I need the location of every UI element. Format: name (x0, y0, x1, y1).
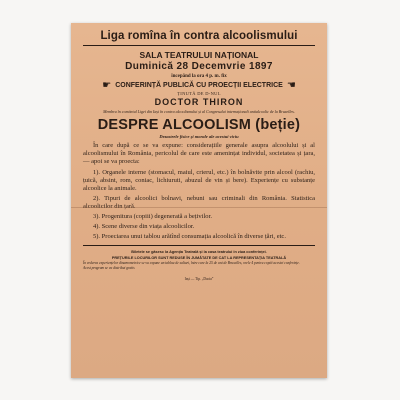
held-by: ȚINUTĂ DE D-NUL (177, 91, 221, 96)
venue-line: SALA TEATRULUI NAȚIONAL (139, 50, 259, 60)
list-item: 3). Progenitura (copiii) degenerată a bețivilor. (93, 213, 212, 220)
pointing-hand-right-icon: ☛ (102, 80, 112, 91)
paper-fold-line (71, 207, 327, 208)
conference-banner (83, 81, 315, 91)
list-item: 4). Scene diverse din viața alcoolicilor. (93, 223, 195, 230)
league-title: Liga romîna în contra alcoolismului (83, 29, 315, 46)
printer-imprint: Iași — Tip. „Dacia” (184, 277, 214, 281)
list-item: 1). Organele interne (stomacul, maiul, crierul, etc.) în bolnăvite prin alcool (rachiu, țuică, absint, rom, coniac, lichiuruti, abuzul de vin și bere). Experiențe cu substanțe alcoolice la animale. (83, 169, 316, 192)
lecturer-name: DOCTOR THIRON (154, 97, 244, 107)
conference-title: CONFERINȚĂ PUBLICĂ CU PROECȚII ELECTRICE (115, 82, 283, 89)
tickets-note: Biletele se găsesc la Agenția Teatrală și la casa teatrului în ziua conferinței. (131, 250, 267, 254)
lecture-subtitle: Dezastrele fisice și morale ale acestui viciu (159, 134, 239, 139)
program-note: Acest program se va distribui gratis (83, 266, 135, 270)
start-time: începând la ora 4 p. m. fix (171, 74, 227, 79)
projection-list (83, 169, 315, 241)
poster-sheet (71, 23, 327, 378)
fine-print: În vederea experiențelor dinamometrice se va expune un tablou de salturi, între care la 25 de ani de Bruxelles, orele 4 pentru copiii acestei conferințe. (83, 261, 300, 265)
date-line: Duminică 28 Decemvrie 1897 (125, 61, 273, 72)
list-item: 2). Tipuri de alcoolici bolnavi, nebuni sau criminali din România. Statistica alcoolicilor din țară. (83, 195, 315, 210)
divider (83, 245, 315, 246)
intro-paragraph: În care după ce se va expune: considerațiile generale asupra alcoolului și al alcoolismului în România, pericolul de care este amenințat individul, societatea și țara, — apoi se va proecta: (83, 142, 315, 165)
lecturer-credentials: Membru în comitetul Ligei din Iași în contra alcoolismului și al Congresului internaționali antialcoolic de la Bruxelles. (103, 109, 295, 114)
list-item: 5). Proeciarea unui tablou arătînd consumația alcoolică în diverse țări, etc. (93, 233, 286, 240)
prices-note: PREȚURILE LOCURILOR SUNT REDUSE ÎN JUMĂTATE DE CAT LA REPRESENTAȚIA TEATRALĂ (111, 256, 287, 260)
lecture-topic: DESPRE ALCOOLISM (beție) (97, 117, 301, 133)
pointing-hand-left-icon: ☚ (286, 80, 296, 91)
